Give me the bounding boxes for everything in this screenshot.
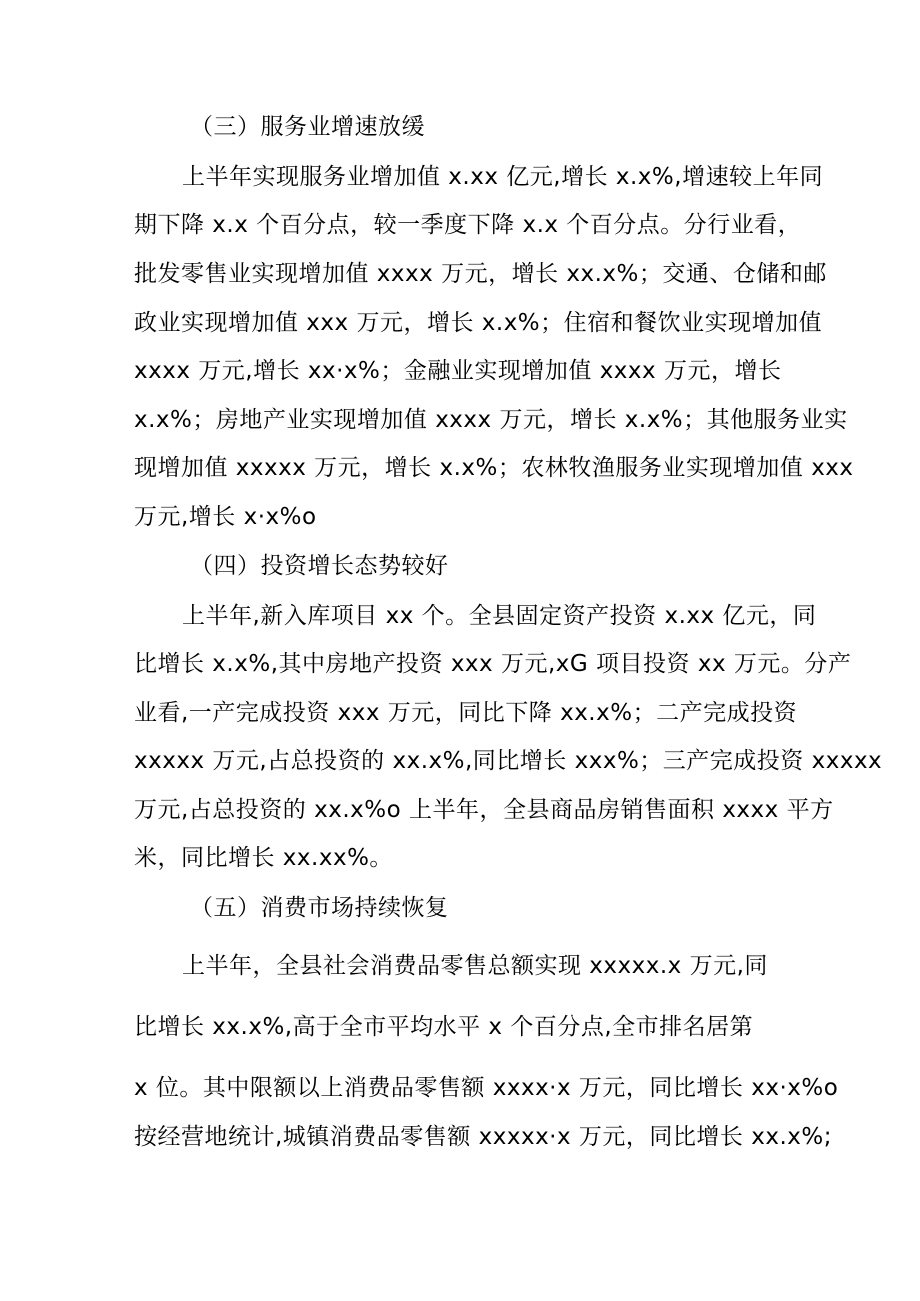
paragraph-line: 期下降 x.x 个百分点，较一季度下降 x.x 个百分点。分行业看， [134, 212, 802, 238]
paragraph-line: 现增加值 xxxxx 万元，增长 x.x%；农林牧渔服务业实现增加值 xxx [134, 455, 854, 481]
paragraph-line: 按经营地统计,城镇消费品零售额 xxxxx·x 万元，同比增长 xx.x%; [134, 1124, 832, 1150]
paragraph-line: x.x%；房地产业实现增加值 xxxx 万元，增长 x.x%；其他服务业实 [134, 407, 848, 433]
paragraph-line: 米，同比增长 xx.xx%。 [134, 845, 393, 871]
section-heading: （四）投资增长态势较好 [190, 553, 449, 579]
paragraph-line: x 位。其中限额以上消费品零售额 xxxx·x 万元，同比增长 xx·x%o [134, 1075, 839, 1101]
section-heading: （三）服务业增速放缓 [190, 114, 425, 140]
paragraph-line: 比增长 x.x%,其中房地产投资 xxx 万元,xG 项目投资 xx 万元。分产 [134, 651, 852, 677]
paragraph-line: 业看,一产完成投资 xxx 万元，同比下降 xx.x%；二产完成投资 [134, 700, 798, 726]
paragraph-line: xxxx 万元,增长 xx·x%；金融业实现增加值 xxxx 万元，增长 [134, 358, 782, 384]
paragraph-line: 比增长 xx.x%,高于全市平均水平 x 个百分点,全市排名居第 [134, 1014, 754, 1040]
section-heading: （五）消费市场持续恢复 [190, 895, 449, 921]
paragraph-line: 上半年实现服务业增加值 x.xx 亿元,增长 x.x%,增速较上年同 [182, 164, 824, 190]
paragraph-line: 万元,占总投资的 xx.x%o 上半年，全县商品房销售面积 xxxx 平方 [134, 797, 834, 823]
paragraph-line: 万元,增长 x·x%o [134, 504, 317, 530]
paragraph-line: 政业实现增加值 xxx 万元，增长 x.x%；住宿和餐饮业实现增加值 [134, 310, 823, 336]
paragraph-line: 批发零售业实现增加值 xxxx 万元，增长 xx.x%；交通、仓储和邮 [134, 261, 827, 287]
paragraph-line: 上半年，全县社会消费品零售总额实现 xxxxx.x 万元,同 [182, 953, 768, 979]
paragraph-line: 上半年,新入库项目 xx 个。全县固定资产投资 x.xx 亿元，同 [182, 603, 817, 629]
paragraph-line: xxxxx 万元,占总投资的 xx.x%,同比增长 xxx%；三产完成投资 xxxxx [134, 748, 883, 774]
